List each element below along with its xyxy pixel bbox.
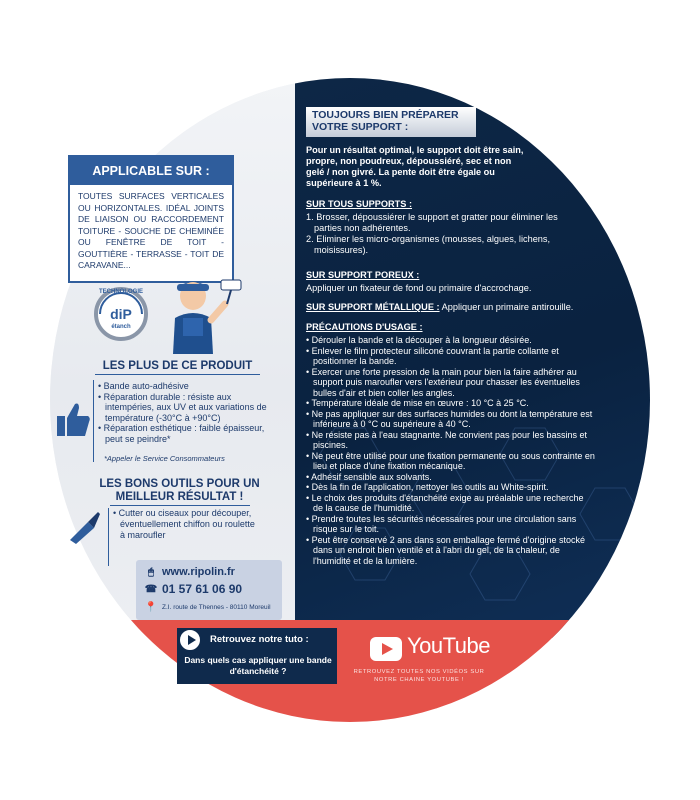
- applicable-text: TOUTES SURFACES VERTICALES OU HORIZONTALES. IDÉAL JOINTS DE LIAISON OU RACCORDEMENT TOITURE - SOUCHE DE CHEMINÉE OU FENÊTRE DE TOIT - GOUTTIÈRE - TERRASSE - TOIT DE CARAVANE...: [78, 191, 224, 270]
- plus-item: • Bande auto-adhésive: [98, 381, 189, 391]
- precaution-item: • Peut être conservé 2 ans dans son emballage fermé d'origine stocké dans un endroit bien ventilé et à l'abri du gel, de la chaleur, de l'humidité et de la lumière.: [306, 534, 586, 566]
- badge-sub-text: étanch: [111, 324, 131, 330]
- plus-list: [98, 381, 268, 445]
- precaution-item: • Adhésif sensible aux solvants.: [306, 471, 432, 482]
- right-title: TOUJOURS BIEN PRÉPARER VOTRE SUPPORT :: [306, 107, 476, 137]
- tous-supports-heading: SUR TOUS SUPPORTS :: [306, 199, 413, 209]
- metal-line: [306, 302, 573, 313]
- phone-row: [144, 582, 242, 596]
- precaution-item: • Température idéale de mise en œuvre : 10 °C à 25 °C.: [306, 398, 529, 408]
- globe-icon: 🖱: [148, 566, 154, 578]
- plus-item: • Réparation durable : résiste aux intempéries, aux UV et aux variations de température (-30°C à +90°C): [98, 391, 267, 423]
- badge-top-text: TECHNOLOGIE: [98, 289, 144, 295]
- outils-title: LES BONS OUTILS POUR UN MEILLEUR RÉSULTAT !: [99, 478, 260, 503]
- play-icon[interactable]: [178, 628, 202, 652]
- contact-box: [136, 560, 282, 620]
- outils-item: • Cutter ou ciseaux pour découper, éventuellement chiffon ou roulette à maroufler: [113, 508, 255, 540]
- address-row: [144, 602, 271, 613]
- tuto-question[interactable]: Dans quels cas appliquer une bande d'étanchéité ?: [184, 655, 332, 676]
- precaution-item: • Ne peut être utilisé pour une fixation permanente ou sous contrainte en lieu et place d'une fixation mécanique.: [306, 450, 595, 471]
- phone-icon: ☎: [144, 583, 158, 595]
- precaution-item: • Prendre toutes les sécurités nécessaires pour une circulation sans risque sur le toit.: [306, 513, 577, 534]
- plus-divider-line: [95, 374, 260, 375]
- phone-number: 01 57 61 06 90: [162, 582, 243, 596]
- youtube-wordmark[interactable]: YouTube: [407, 633, 490, 658]
- outils-divider-line: [110, 505, 250, 506]
- applicable-title: APPLICABLE SUR :: [70, 157, 232, 185]
- metal-text: Appliquer un primaire antirouille.: [439, 302, 574, 312]
- painter-illustration-icon: [155, 274, 245, 354]
- dip-technology-badge-icon: [90, 284, 152, 344]
- precaution-item: • Dès la fin de l'application, nettoyer les outils au White-spirit.: [306, 482, 549, 492]
- tous-item: 2. Eliminer les micro-organismes (mousses, algues, lichens, moisissures).: [306, 234, 551, 255]
- outils-list: [113, 508, 258, 540]
- precaution-item: • Le choix des produits d'étanchéité exige au préalable une recherche de la cause de l'humidité.: [306, 492, 584, 513]
- precaution-item: • Exercer une forte pression de la main pour bien la faire adhérer au support puis maroufler vers l'extérieur pour chasser les éventuelles bulles d'air et bien coller les angles.: [306, 366, 580, 398]
- precaution-item: • Ne pas appliquer sur des surfaces humides ou dont la température est inférieure à 0 °C ou supérieure à 40 °C.: [306, 408, 593, 429]
- precaution-item: • Dérouler la bande et la découper à la longueur désirée.: [306, 335, 532, 345]
- metal-heading: SUR SUPPORT MÉTALLIQUE :: [306, 302, 440, 312]
- plus-title: LES PLUS DE CE PRODUIT: [102, 360, 253, 372]
- intro-text: Pour un résultat optimal, le support doit être sain, propre, non poudreux, dépoussiéré, sec et non gelé / non givré. La pente doit être égale ou supérieure à 1 %.: [306, 145, 524, 188]
- plus-note: *Appeler le Service Consommateurs: [104, 454, 225, 463]
- poreux-heading: SUR SUPPORT POREUX :: [306, 270, 420, 280]
- poreux-text: Appliquer un fixateur de fond ou primaire d'accrochage.: [306, 283, 532, 293]
- plus-item: • Réparation esthétique : faible épaisseur, peut se peindre*: [98, 423, 265, 444]
- tous-supports-list: [306, 212, 566, 256]
- website-link[interactable]: www.ripolin.fr: [162, 566, 235, 578]
- cutter-icon: [66, 510, 102, 544]
- tuto-title[interactable]: Retrouvez notre tuto :: [210, 634, 309, 645]
- badge-main-text: diP: [110, 306, 132, 322]
- precautions-heading: PRÉCAUTIONS D'USAGE :: [306, 322, 423, 332]
- precautions-list: [306, 335, 596, 566]
- precaution-item: • Enlever le film protecteur siliconé couvrant la partie collante et positionner la bande.: [306, 345, 559, 366]
- tous-item: 1. Brosser, dépoussiérer le support et gratter pour éliminer les parties non adhérentes.: [306, 212, 558, 233]
- website-row[interactable]: [144, 566, 235, 578]
- plus-vertical-line: [93, 380, 94, 462]
- location-pin-icon: 📍: [144, 602, 158, 613]
- youtube-caption: RETROUVEZ TOUTES NOS VIDÉOS SUR NOTRE CHAINE YOUTUBE !: [353, 669, 485, 683]
- thumbs-up-icon: [55, 400, 92, 440]
- applicable-box: [68, 155, 234, 283]
- precaution-item: • Ne résiste pas à l'eau stagnante. Ne convient pas pour les bassins et piscines.: [306, 429, 588, 450]
- outils-vertical-line: [108, 508, 109, 566]
- address-text: Z.I. route de Thennes - 80110 Moreuil: [162, 604, 271, 611]
